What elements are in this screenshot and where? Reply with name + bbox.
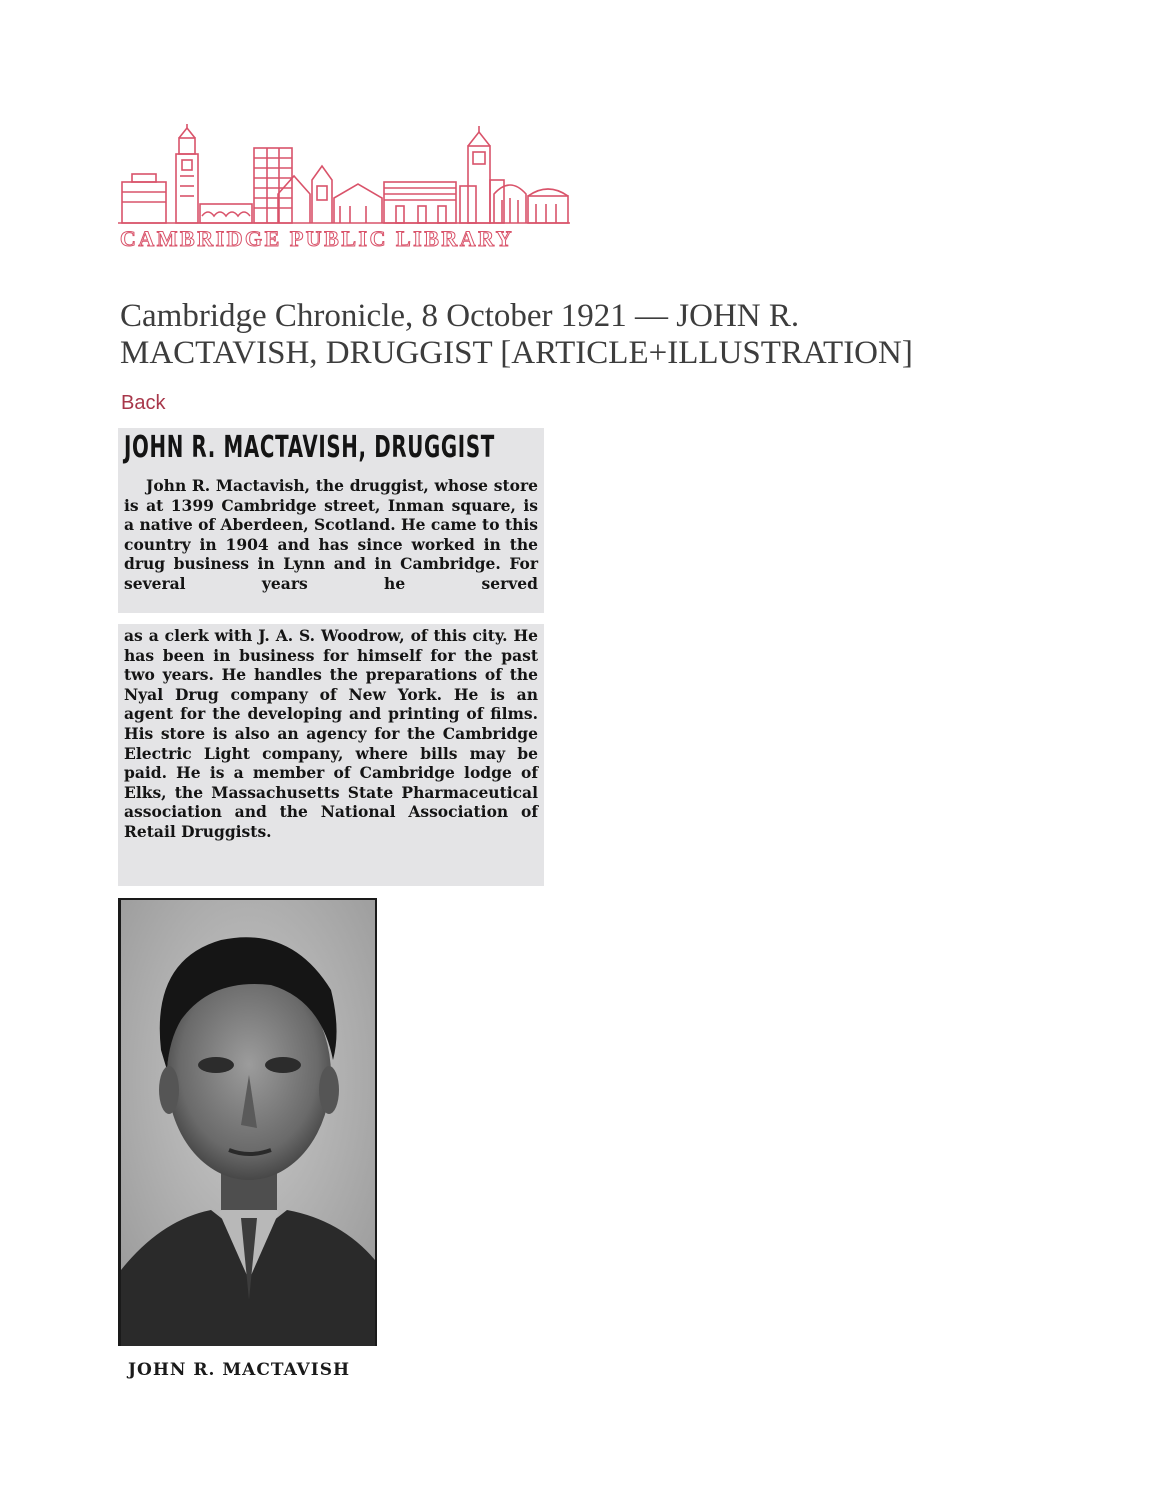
article-headline: JOHN R. MACTAVISH, DRUGGIST xyxy=(124,430,495,465)
city-skyline-icon xyxy=(118,124,573,224)
article-paragraph-1: John R. Mactavish, the druggist, whose store is at 1399 Cambridge street, Inman square, is a native of Aberdeen, Scotland. He came to this country in 1904 and has since worked in the drug business in Lynn and in Cambridge. For several years he served xyxy=(124,476,538,593)
page-title: Cambridge Chronicle, 8 October 1921 — JOHN R. MACTAVISH, DRUGGIST [ARTICLE+ILLUSTRATION] xyxy=(120,298,913,371)
back-link[interactable]: Back xyxy=(121,392,166,414)
logo-wordmark: CAMBRIDGE PUBLIC LIBRARY xyxy=(120,226,515,251)
photo-caption: JOHN R. MACTAVISH xyxy=(128,1360,351,1380)
portrait-photo xyxy=(118,898,377,1346)
article-clipping-top xyxy=(118,428,544,613)
article-clipping-bottom xyxy=(118,624,544,886)
article-paragraph-2: as a clerk with J. A. S. Woodrow, of this city. He has been in business for himself for the past two years. He handles the preparations of the Nyal Drug company of New York. He is an agent for the developing and printing of films. His store is also an agency for the Cambridge Electric Light company, where bills may be paid. He is a member of Cambridge lodge of Elks, the Massachusetts State Pharmaceutical association and the National Association of Retail Druggists. xyxy=(124,626,538,841)
library-logo[interactable] xyxy=(118,124,573,262)
portrait-illustration xyxy=(121,900,375,1346)
